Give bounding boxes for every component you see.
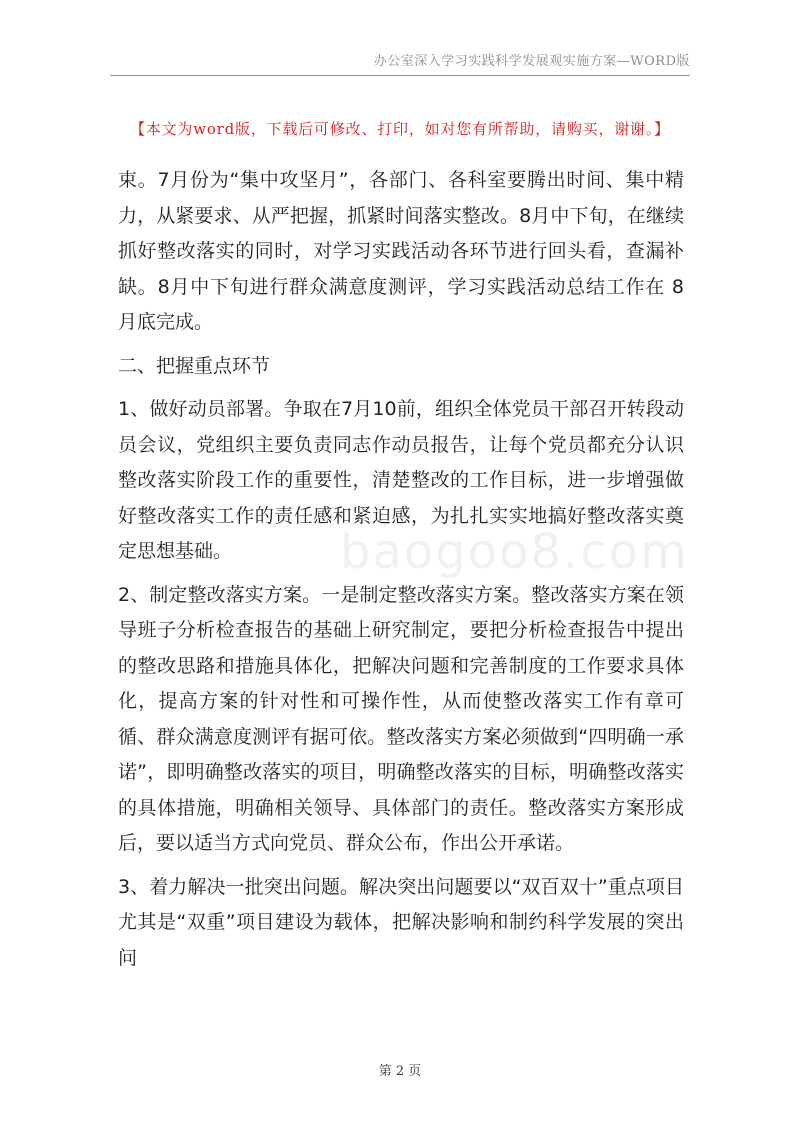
header-title: 办公室深入学习实践科学发展观实施方案—WORD版 [373,54,690,69]
document-body [118,163,684,984]
page-number: 第 2 页 [378,1064,422,1079]
purchase-notice: 【本文为word版，下载后可修改、打印，如对您有所帮助，请购买，谢谢。】 [130,120,670,138]
section-heading: 二、把握重点环节 [118,354,271,377]
paragraph-mobilization: 1、做好动员部署。争取在7月10前，组织全体党员干部召开转段动员会议，党组织主要负责同志作动员报告，让每个党员都充分认识整改落实阶段工作的重要性，清楚整改的工作目标，进一步增强做好整改落实工作的责任感和紧迫感，为扎扎实实地搞好整改落实奠定思想基础。 [118,398,684,562]
paragraph-solve-problems: 3、着力解决一批突出问题。解决突出问题要以“双百双十”重点项目尤其是“双重”项目建设为载体，把解决影响和制约科学发展的突出问 [118,875,684,969]
page-header [110,50,690,76]
site-watermark: baogoo8.com [340,524,689,580]
page-footer [0,1060,800,1079]
paragraph-schedule: 束。7月份为“集中攻坚月”，各部门、各科室要腾出时间、集中精力，从紧要求、从严把握，抓紧时间落实整改。8月中下旬，在继续抓好整改落实的同时，对学习实践活动各环节进行回头看，查漏补缺。8月中下旬进行群众满意度测评，学习实践活动总结工作在 8 月底完成。 [118,169,684,333]
paragraph-rectification-plan: 2、制定整改落实方案。一是制定整改落实方案。整改落实方案在领导班子分析检查报告的基础上研究制定，要把分析检查报告中提出的整改思路和措施具体化，把解决问题和完善制度的工作要求具体化，提高方案的针对性和可操作性，从而使整改落实工作有章可循、群众满意度测评有据可依。整改落实方案必须做到“四明确一承诺”，即明确整改落实的项目，明确整改落实的目标，明确整改落实的具体措施，明确相关领导、具体部门的责任。整改落实方案形成后，要以适当方式向党员、群众公布，作出公开承诺。 [118,583,684,854]
